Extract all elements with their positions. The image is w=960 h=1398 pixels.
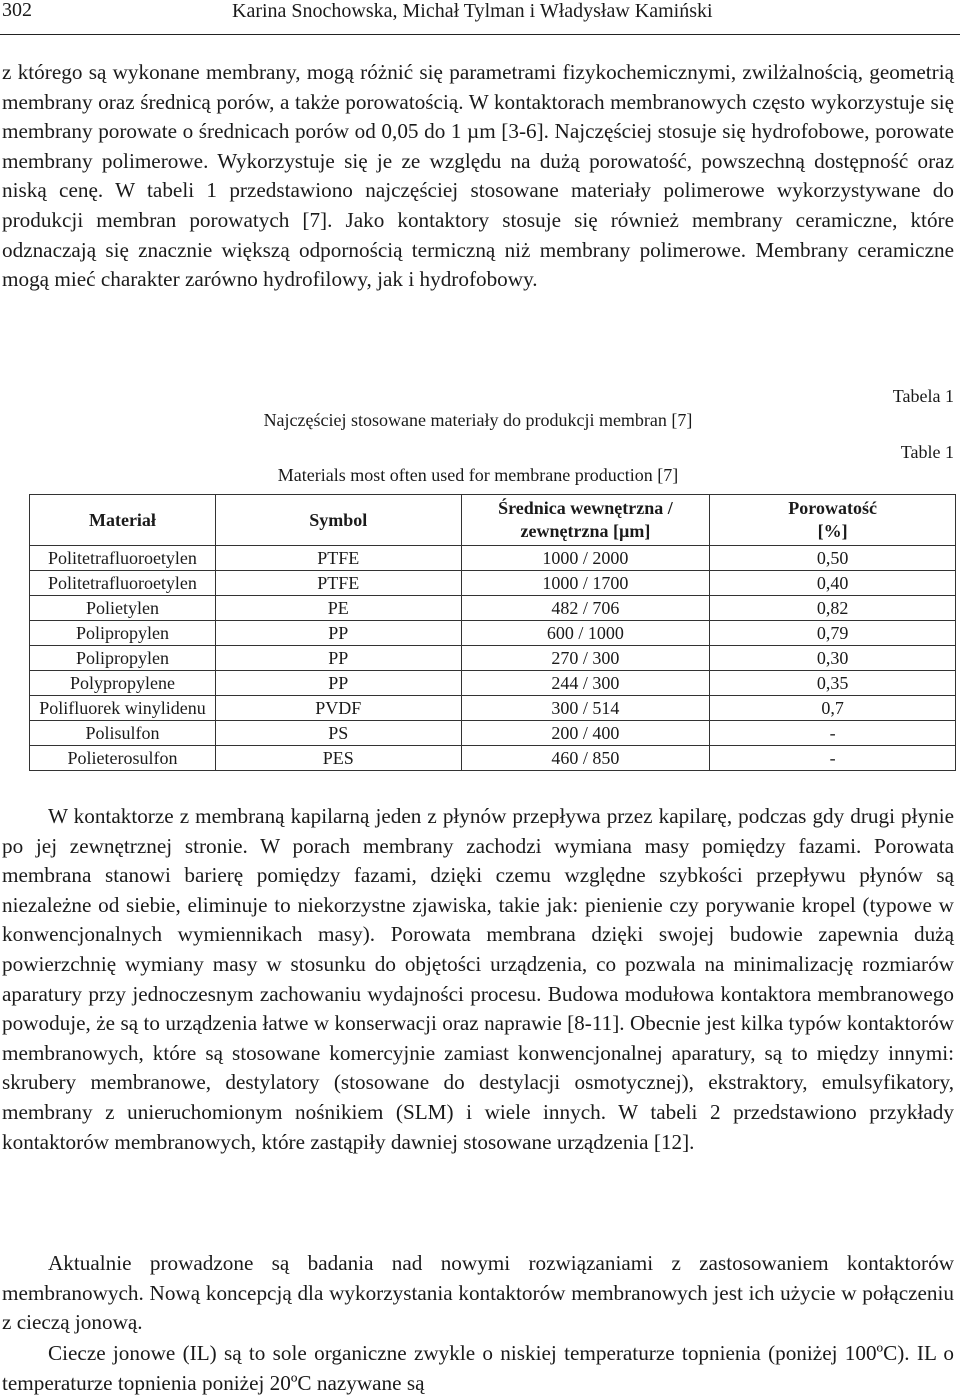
cell-material: Polypropylene [30,671,216,696]
header-porosity-line2: [%] [817,521,848,541]
paragraph-ionic-liquids: Ciecze jonowe (IL) są to sole organiczne zwykle o niskiej temperaturze topnienia (poniżej 100ºC). IL o temperaturze topnienia poniżej 20ºC nazywane są [2,1341,954,1395]
cell-symbol: PS [215,721,461,746]
table-label-pl: Tabela 1 [892,386,954,406]
cell-material: Polipropylen [30,621,216,646]
cell-symbol: PE [215,596,461,621]
cell-porosity: 0,30 [710,646,956,671]
header-porosity [710,495,956,546]
cell-diameter: 244 / 300 [461,671,710,696]
cell-diameter: 300 / 514 [461,696,710,721]
cell-symbol: PTFE [215,571,461,596]
cell-material: Polietylen [30,596,216,621]
table-caption-pl: Najczęściej stosowane materiały do produkcji membran [7] [263,410,693,430]
paragraph-capillary-contactor: W kontaktorze z membraną kapilarną jeden z płynów przepływa przez kapilarę, podczas gdy drugi płynie po jej zewnętrznej stronie. W porach membrany zachodzi wymiana masy pomiędzy fazami. Porowata membrana stanowi barierę pomiędzy fazami, dzięki czemu względne szybkości przepływu płynów są niezależne od siebie, eliminuje to niekorzystne zjawiska, takie jak: pienienie czy porywanie kropel (typowe w konwencjonalnych wymiennikach masy). Porowata membrana dzięki swojej budowie zapewnia dużą powierzchnię wymiany masy w stosunku do objętości urządzenia, co pozwala na minimalizację rozmiarów aparatury przy jednoczesnym zachowaniu wydajności procesu. Budowa modułowa kontaktora membranowego powoduje, że są to urządzenia łatwe w konserwacji oraz naprawie [8-11]. Obecnie jest kilka typów kontaktorów membranowych, które są stosowane komercyjnie zamiast konwencjonalnej aparatury, są to między innymi: skrubery membranowe, destylatory (stosowane do destylacji osmotycznej), ekstraktory, emulsyfikatory, membrany z unieruchomionym nośnikiem (SLM) i wiele innych. W tabeli 2 przedstawiono przykłady kontaktorów membranowych, które zastąpiły dawniej stosowane urządzenia [12]. [2,804,954,1154]
cell-diameter: 270 / 300 [461,646,710,671]
cell-symbol: PP [215,671,461,696]
table-row [30,746,956,771]
header-rule [0,34,960,35]
page-header [0,0,960,30]
table-row [30,646,956,671]
cell-material: Politetrafluoroetylen [30,546,216,571]
header-diameter-line1: Średnica wewnętrzna / [498,498,673,518]
cell-material: Polipropylen [30,646,216,671]
table-row [30,621,956,646]
page-number: 302 [2,0,32,21]
paragraph-intro: z którego są wykonane membrany, mogą różnić się parametrami fizykochemicznymi, zwilżalnością, geometrią membrany oraz średnicą porów, a także porowatością. W kontaktorach membranowych często wykorzystuje się membrany porowate o średnicach porów od 0,05 do 1 µm [3-6]. Najczęściej stosuje się hydrofobowe, porowate membrany polimerowe. Wykorzystuje się je ze względu na dużą porowatość, powszechną dostępność oraz niską cenę. W tabeli 1 przedstawiono najczęściej stosowane materiały polimerowe wykorzystywane do produkcji membran porowatych [7]. Jako kontaktory stosuje się również membrany ceramiczne, które odznaczają się znacznie większą odpornością termiczną niż membrany polimerowe. Membrany ceramiczne mogą mieć charakter zarówno hydrofilowy, jak i hydrofobowy. [2,60,954,292]
table-label-en: Table 1 [900,442,954,462]
cell-diameter: 482 / 706 [461,596,710,621]
materials-table [29,494,956,771]
header-symbol: Symbol [215,495,461,546]
cell-diameter: 1000 / 1700 [461,571,710,596]
cell-symbol: PTFE [215,546,461,571]
table-header-row [30,495,956,546]
table-row [30,721,956,746]
table-row [30,571,956,596]
cell-diameter: 460 / 850 [461,746,710,771]
cell-porosity: - [710,746,956,771]
table-row [30,696,956,721]
cell-material: Polieterosulfon [30,746,216,771]
cell-symbol: PP [215,621,461,646]
running-head-authors: Karina Snochowska, Michał Tylman i Władysław Kamiński [232,0,713,22]
table-row [30,546,956,571]
paragraph-current-research: Aktualnie prowadzone są badania nad nowymi rozwiązaniami z zastosowaniem kontaktorów membranowych. Nową koncepcją dla wykorzystania kontaktorów membranowych jest ich użycie w połączeniu z cieczą jonową. [2,1251,954,1335]
header-porosity-line1: Porowatość [788,498,877,518]
cell-porosity: 0,79 [710,621,956,646]
cell-porosity: 0,35 [710,671,956,696]
cell-diameter: 200 / 400 [461,721,710,746]
cell-material: Polifluorek winylidenu [30,696,216,721]
table-row [30,671,956,696]
cell-porosity: 0,40 [710,571,956,596]
cell-porosity: 0,7 [710,696,956,721]
header-diameter [461,495,710,546]
cell-diameter: 1000 / 2000 [461,546,710,571]
table-row [30,596,956,621]
cell-material: Polisulfon [30,721,216,746]
cell-symbol: PVDF [215,696,461,721]
header-diameter-line2: zewnętrzna [µm] [520,521,651,541]
cell-symbol: PES [215,746,461,771]
header-material: Materiał [30,495,216,546]
table-caption-en: Materials most often used for membrane production [7] [277,465,679,485]
cell-material: Politetrafluoroetylen [30,571,216,596]
cell-symbol: PP [215,646,461,671]
cell-porosity: 0,82 [710,596,956,621]
cell-porosity: 0,50 [710,546,956,571]
cell-porosity: - [710,721,956,746]
cell-diameter: 600 / 1000 [461,621,710,646]
